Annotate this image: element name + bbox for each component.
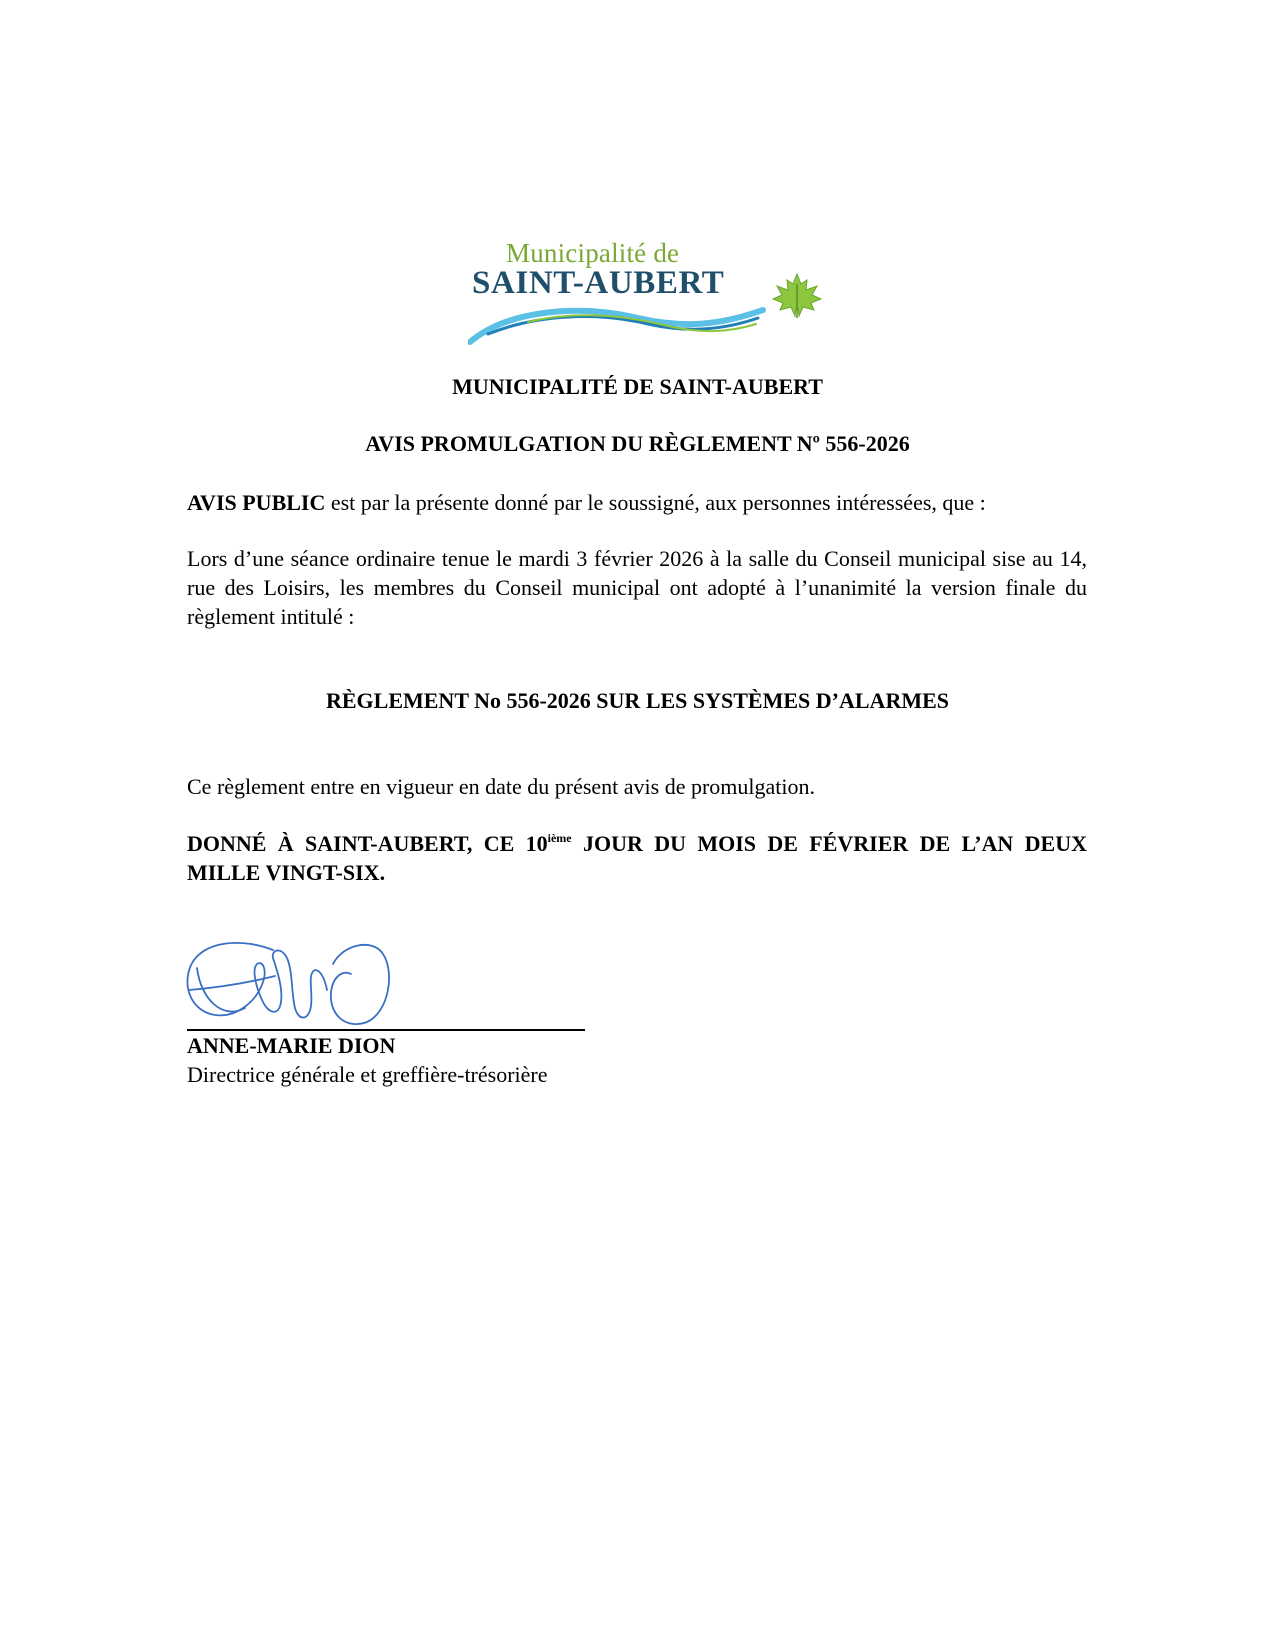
river-waves-icon [468, 296, 768, 346]
notice-title: AVIS PROMULGATION DU RÈGLEMENT Nº 556-2026 [365, 431, 910, 456]
logo-title: SAINT-AUBERT [472, 265, 725, 301]
given-suffix: JOUR DU MOIS DE FÉVRIER DE L’AN DEUX MILLE VINGT-SIX. [187, 831, 1087, 885]
given-prefix: DONNÉ À SAINT-AUBERT, CE 10 [187, 831, 548, 856]
municipality-heading: MUNICIPALITÉ DE SAINT-AUBERT [452, 374, 823, 399]
signer-name: ANNE-MARIE DION [187, 1033, 396, 1058]
public-notice-text: est par la présente donné par le soussigné, aux personnes intéressées, que : [325, 490, 986, 515]
municipality-logo [468, 238, 828, 348]
public-notice-label: AVIS PUBLIC [187, 490, 326, 515]
handwritten-signature [183, 930, 413, 1035]
effective-date-paragraph: Ce règlement entre en vigueur en date du présent avis de promulgation. [187, 774, 816, 799]
logo-subtitle: Municipalité de [506, 238, 680, 268]
public-notice-intro [187, 488, 1087, 517]
bylaw-title: RÈGLEMENT No 556-2026 SUR LES SYSTÈMES D’ALARMES [325, 688, 950, 713]
signature-line [187, 1029, 585, 1031]
signer-title: Directrice générale et greffière-trésorière [187, 1062, 548, 1087]
given-at-statement [187, 829, 1087, 887]
maple-leaf-icon [771, 272, 823, 320]
meeting-paragraph: Lors d’une séance ordinaire tenue le mardi 3 février 2026 à la salle du Conseil municipal sise au 14, rue des Loisirs, les membres du Conseil municipal ont adopté à l’unanimité la version finale du règlement intitulé : [187, 546, 1087, 629]
given-ordinal-suffix: ième [547, 831, 572, 845]
